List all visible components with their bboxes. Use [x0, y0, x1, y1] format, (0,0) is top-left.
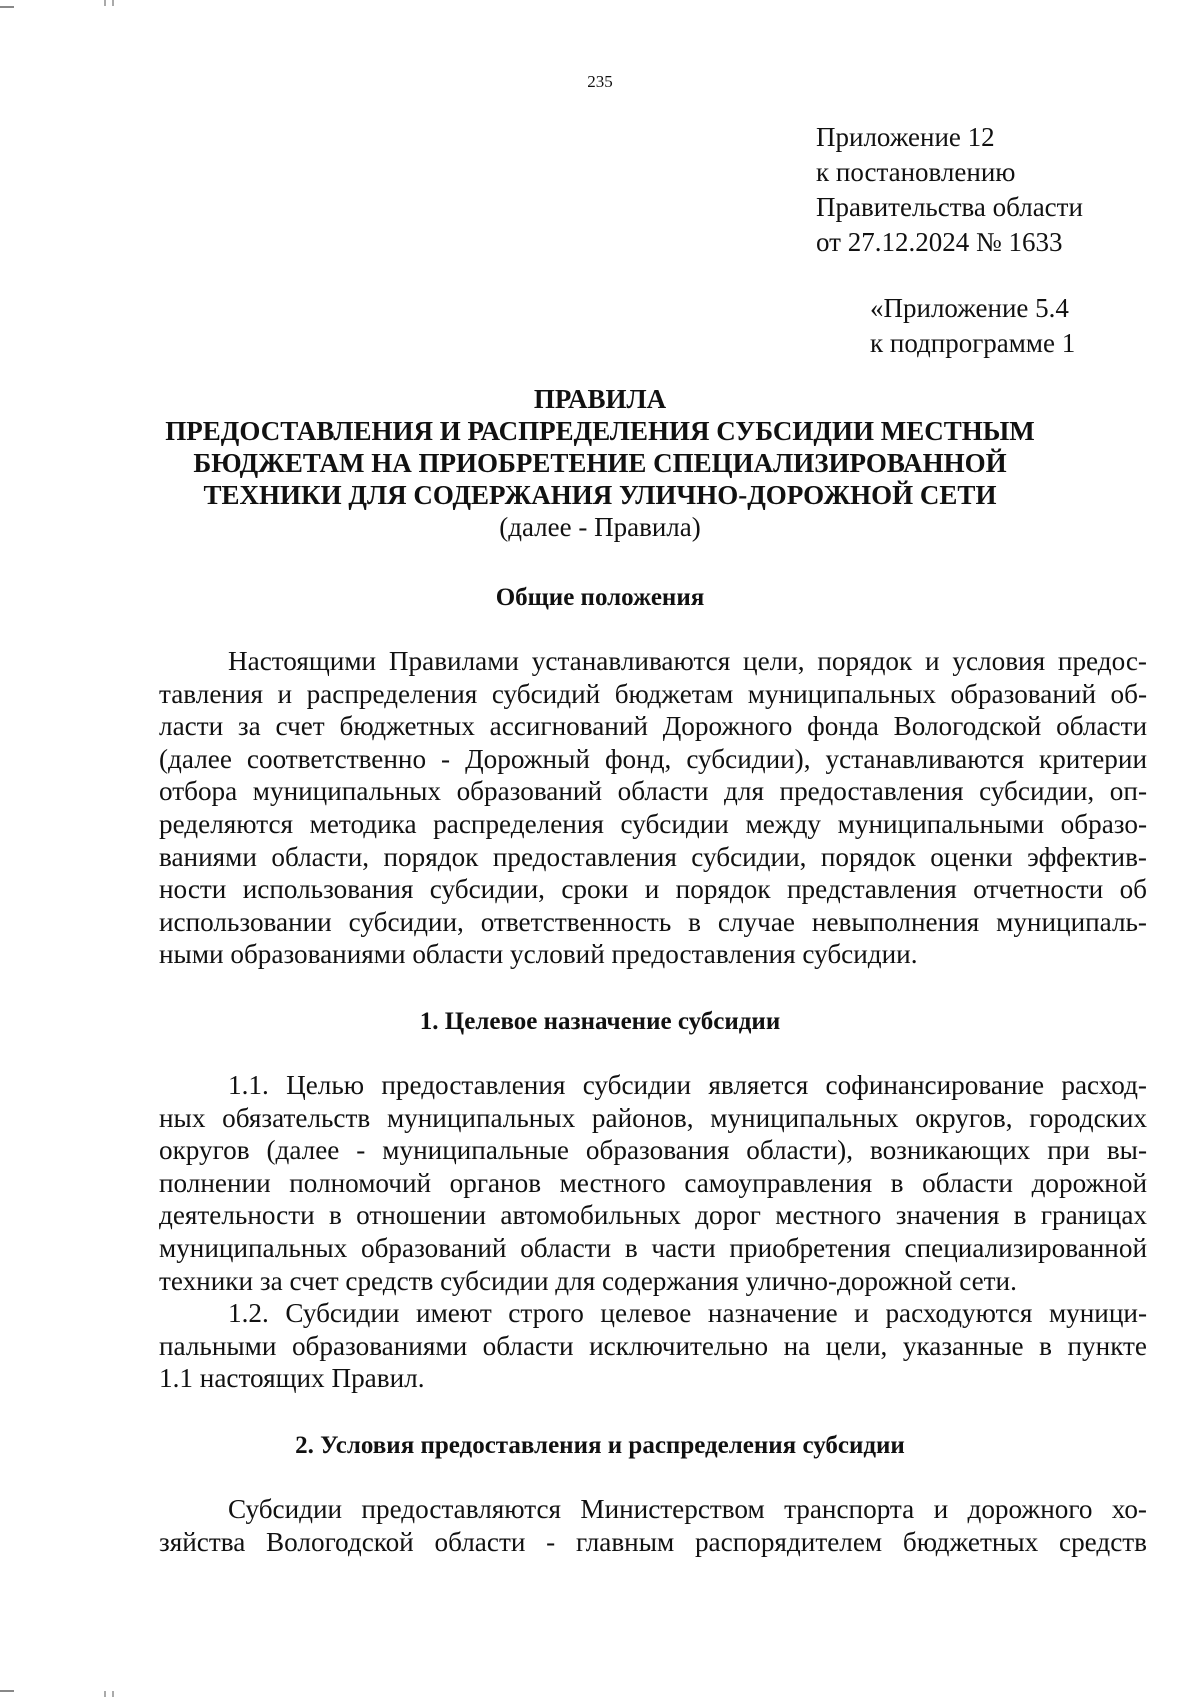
text-line: полнении полномочий органов местного самоуправления в области дорожной	[159, 1167, 1147, 1198]
paragraph-general	[159, 645, 1147, 971]
title-line: ТЕХНИКИ ДЛЯ СОДЕРЖАНИЯ УЛИЧНО-ДОРОЖНОЙ СЕТИ	[203, 480, 997, 510]
page-number: 235	[587, 72, 613, 91]
text-line: муниципальных образований области в части приобретения специализированной	[159, 1232, 1147, 1263]
title-subtitle: (далее - Правила)	[499, 512, 701, 542]
paragraph-1-1	[159, 1069, 1147, 1297]
document-title	[150, 383, 1050, 543]
appendix-line: Правительства области	[816, 192, 1083, 222]
text-line: зяйства Вологодской области - главным распорядителем бюджетных средств	[159, 1526, 1147, 1557]
paragraph-2	[159, 1493, 1147, 1558]
text-line: деятельности в отношении автомобильных дорог местного значения в границах	[159, 1200, 1147, 1231]
text-line: округов (далее - муниципальные образования области), возникающих при вы-	[159, 1135, 1147, 1166]
scan-artifact	[112, 0, 114, 6]
title-line: ПРЕДОСТАВЛЕНИЯ И РАСПРЕДЕЛЕНИЯ СУБСИДИИ МЕСТНЫМ	[165, 416, 1035, 446]
section-heading-1: 1. Целевое назначение субсидии	[419, 1008, 781, 1035]
scan-artifact	[0, 6, 14, 8]
text-line: Настоящими Правилами устанавливаются цели, порядок и условия предос-	[228, 646, 1147, 676]
appendix-reference	[816, 120, 1083, 260]
title-line: ПРАВИЛА	[533, 384, 667, 414]
text-line: Субсидии предоставляются Министерством транспорта и дорожного хо-	[228, 1494, 1147, 1524]
section-heading-general: Общие положения	[495, 584, 705, 611]
text-line: ваниями области, порядок предоставления субсидии, порядок оценки эффектив-	[159, 841, 1147, 872]
text-line: ности использования субсидии, сроки и порядок представления отчетности об	[159, 874, 1147, 905]
scan-artifact	[104, 0, 106, 6]
text-line: 1.1 настоящих Правил.	[159, 1363, 425, 1394]
text-line: ласти за счет бюджетных ассигнований Дорожного фонда Вологодской области	[159, 711, 1147, 742]
text-line: 1.1. Целью предоставления субсидии является софинансирование расход-	[228, 1070, 1147, 1100]
sub-appendix-line: «Приложение 5.4	[870, 293, 1069, 323]
text-line: ными образованиями области условий предоставления субсидии.	[159, 939, 918, 970]
appendix-line: от 27.12.2024 № 1633	[816, 227, 1063, 257]
text-line: 1.2. Субсидии имеют строго целевое назначение и расходуются муници-	[228, 1298, 1147, 1328]
text-line: использовании субсидии, ответственность в случае невыполнения муниципаль-	[159, 906, 1147, 937]
text-line: техники за счет средств субсидии для содержания улично-дорожной сети.	[159, 1265, 1017, 1296]
scan-artifact	[112, 1691, 114, 1697]
text-line: (далее соответственно - Дорожный фонд, субсидии), устанавливаются критерии	[159, 743, 1147, 774]
appendix-line: Приложение 12	[816, 122, 995, 152]
sub-appendix-reference	[870, 291, 1075, 361]
section-heading-2: 2. Условия предоставления и распределения субсидии	[295, 1432, 905, 1459]
sub-appendix-line: к подпрограмме 1	[870, 328, 1076, 358]
text-line: ределяются методика распределения субсидии между муниципальными образо-	[159, 808, 1147, 839]
paragraph-1-2	[159, 1297, 1147, 1395]
text-line: тавления и распределения субсидий бюджетам муниципальных образований об-	[159, 678, 1147, 709]
title-line: БЮДЖЕТАМ НА ПРИОБРЕТЕНИЕ СПЕЦИАЛИЗИРОВАННОЙ	[193, 448, 1007, 478]
scan-artifact	[104, 1691, 106, 1697]
appendix-line: к постановлению	[816, 157, 1016, 187]
text-line: пальными образованиями области исключительно на цели, указанные в пункте	[159, 1330, 1147, 1361]
text-line: отбора муниципальных образований области для предоставления субсидии, оп-	[159, 776, 1147, 807]
text-line: ных обязательств муниципальных районов, муниципальных округов, городских	[159, 1102, 1147, 1133]
scan-artifact	[0, 1690, 14, 1692]
